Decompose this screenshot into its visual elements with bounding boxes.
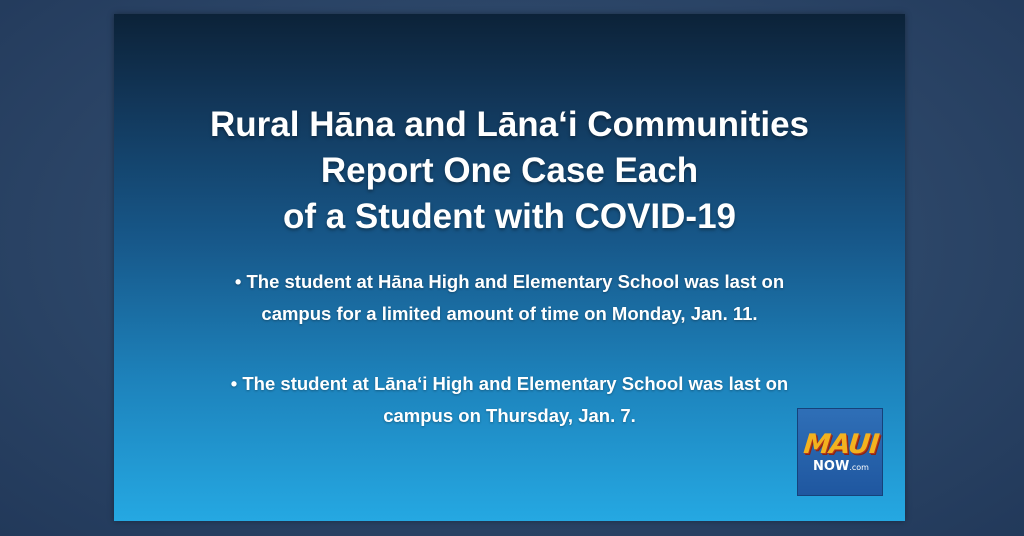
logo-dotcom: .com — [849, 463, 869, 472]
maui-now-logo — [797, 408, 883, 496]
logo-now-text — [798, 459, 884, 474]
headline-line-1: Rural Hāna and Lānaʻi Communities — [210, 105, 809, 144]
logo-maui-text: MAUI — [802, 429, 880, 460]
bullet-lanai-line-2: campus on Thursday, Jan. 7. — [383, 405, 636, 426]
headline-line-3: of a Student with COVID-19 — [282, 197, 737, 236]
bullet-lanai — [114, 368, 905, 432]
headline-line-2: Report One Case Each — [320, 151, 699, 190]
headline — [114, 102, 905, 240]
bullet-hana — [114, 266, 905, 330]
logo-now-word: NOW — [813, 459, 850, 474]
announcement-card — [114, 14, 905, 521]
bullet-hana-line-1: • The student at Hāna High and Elementary School was last on — [234, 271, 785, 292]
bullet-lanai-line-1: • The student at Lānaʻi High and Elementary School was last on — [230, 373, 789, 394]
bullet-hana-line-2: campus for a limited amount of time on Monday, Jan. 11. — [261, 303, 758, 324]
